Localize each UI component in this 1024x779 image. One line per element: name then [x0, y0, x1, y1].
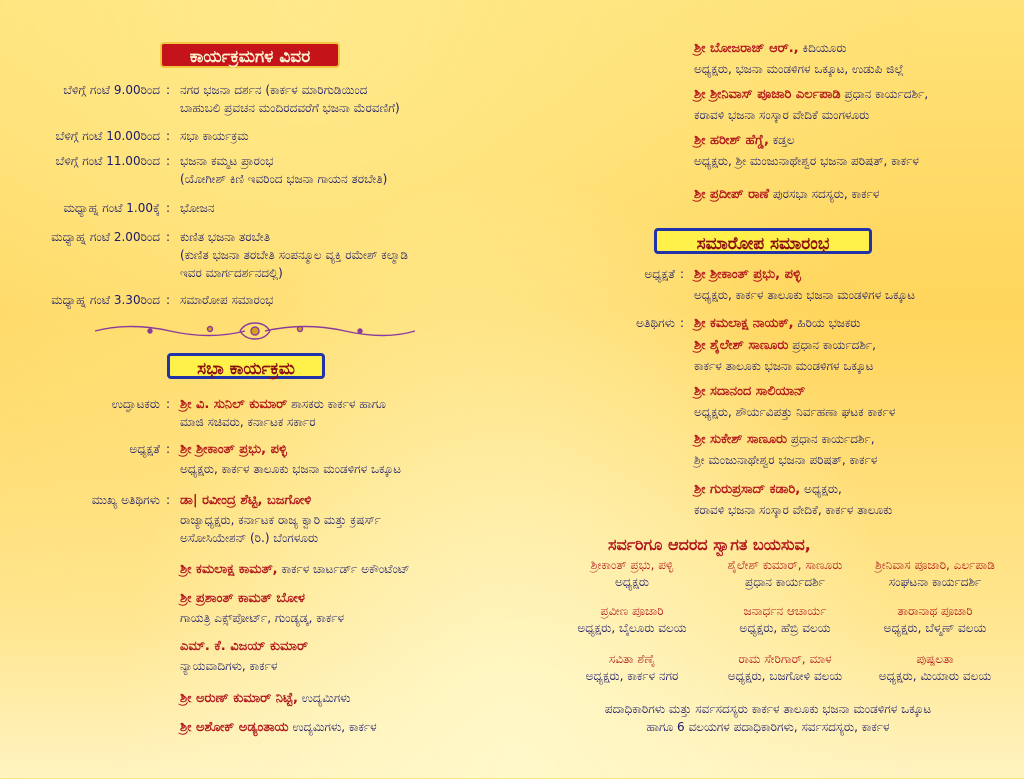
- welcome-person: [557, 603, 707, 637]
- guest-entry: [694, 40, 1024, 84]
- colon-separator: :: [166, 201, 171, 215]
- samaropa-heading: ಸಮಾರೋಪ ಸಮಾರಂಭ: [654, 228, 872, 254]
- guest-name: ಶ್ರೀ ಪ್ರದೀಪ್ ರಾಣೆ: [694, 187, 770, 202]
- guest-entry: [694, 86, 1024, 130]
- colon-separator: :: [166, 442, 171, 456]
- welcome-role: ಸಂಘಟನಾ ಕಾರ್ಯದರ್ಶಿ: [888, 575, 982, 589]
- president-label: ಅಧ್ಯಕ್ಷತೆ: [129, 442, 160, 456]
- samaropa-guests-label: ಅತಿಥಿಗಳು: [636, 316, 675, 330]
- welcome-person: [557, 557, 707, 591]
- schedule-row: [0, 229, 505, 289]
- schedule-time: ಬೆಳಿಗ್ಗೆ ಗಂಟೆ 9.00ರಿಂದ: [63, 83, 160, 97]
- guest-line: [180, 492, 311, 509]
- schedule-time: ಮಧ್ಯಾಹ್ನ ಗಂಟೆ 2.00ರಿಂದ: [51, 230, 160, 244]
- welcome-name: ಶೈಲೇಶ್ ಕುಮಾರ್, ಸಾಣೂರು: [727, 558, 843, 572]
- samaropa-president-name: ಶ್ರೀ ಶ್ರೀಕಾಂತ್ ಪ್ರಭು, ಪಳ್ಳಿ: [694, 267, 801, 282]
- guest-desc: ಉದ್ಯಮಿಗಳು, ಕಾರ್ಕಳ: [292, 720, 377, 734]
- guest-desc: ಕಾರ್ಕಳ ಚಾರ್ಟರ್ಡ್ ಅಕೌಂಟೆಂಟ್: [281, 562, 410, 576]
- schedule-time: ಬೆಳಿಗ್ಗೆ ಗಂಟೆ 11.00ರಿಂದ: [55, 154, 160, 168]
- schedule-event: ಸಮಾರೋಪ ಸಮಾರಂಭ: [180, 293, 274, 307]
- welcome-person: [710, 603, 860, 637]
- colon-separator: :: [166, 397, 171, 411]
- guest-desc: ಅಧ್ಯಕ್ಷರು, ಭಜನಾ ಮಂಡಳಿಗಳ ಒಕ್ಕೂಟ, ಉಡುಪಿ ಜಿಲ್ಲೆ: [694, 62, 904, 76]
- inaugurator-row: [0, 396, 505, 436]
- guest-desc: ಶ್ರೀ ಮಂಜುನಾಥೇಶ್ವರ ಭಜನಾ ಪರಿಷತ್, ಕಾರ್ಕಳ: [694, 453, 878, 467]
- schedule-event: ಭೋಜನ: [180, 201, 215, 215]
- guest-name: ಎಮ್. ಕೆ. ವಿಜಯ್ ಕುಮಾರ್: [180, 639, 309, 654]
- welcome-role: ಪ್ರಧಾನ ಕಾರ್ಯದರ್ಶಿ: [745, 575, 825, 589]
- guest-tail: ಅಧ್ಯಕ್ಷರು,: [804, 482, 842, 496]
- welcome-name: ಪ್ರವೀಣ ಪೂಜಾರಿ: [600, 604, 664, 618]
- welcome-role: ಅಧ್ಯಕ್ಷರು, ಬೈಲೂರು ವಲಯ: [577, 621, 687, 635]
- guest-line: [180, 638, 308, 655]
- guest-entry: [694, 481, 1024, 525]
- guest-line: [180, 719, 377, 736]
- welcome-name: ತಾರಾನಾಥ ಪೂಜಾರಿ: [897, 604, 973, 618]
- guest-tail: ಪ್ರಧಾನ ಕಾರ್ಯದರ್ಶಿ,: [792, 338, 876, 352]
- inaugurator-desc2: ಮಾಜಿ ಸಚಿವರು, ಕರ್ನಾಟಕ ಸರ್ಕಾರ: [180, 415, 316, 429]
- guest-name: ಶ್ರೀ ಸದಾನಂದ ಸಾಲಿಯಾನ್: [694, 384, 806, 399]
- guest-name: ಶ್ರೀ ಬೋಜರಾಜ್ ಆರ್.,: [694, 41, 799, 56]
- welcome-name: ರಾಮ ಸೇರಿಗಾರ್, ಮಾಳ: [738, 652, 832, 666]
- ornament-divider-icon: [90, 320, 420, 342]
- welcome-role: ಅಧ್ಯಕ್ಷರು, ಮಿಯಾರು ವಲಯ: [878, 669, 992, 683]
- welcome-name: ಶ್ರೀಕಾಂತ್ ಪ್ರಭು, ಪಳ್ಳಿ: [590, 558, 674, 572]
- welcome-title: ಸರ್ವರಿಗೂ ಆದರದ ಸ್ವಾಗತ ಬಯಸುವ,: [608, 535, 811, 554]
- guest-line: [694, 315, 860, 332]
- guest-name: ಡಾ| ರವೀಂದ್ರ ಶೆಟ್ಟಿ, ಬಜಗೋಳಿ: [180, 493, 312, 508]
- guest-tail: ಹಿರಿಯ ಭಜಕರು: [797, 316, 861, 330]
- welcome-person: [710, 557, 860, 591]
- guest-name: ಶ್ರೀ ಅರುಣ್ ಕುಮಾರ್ ನಿಟ್ಟೆ,: [180, 691, 298, 706]
- guest-name: ಶ್ರೀ ಹರೀಶ್ ಹೆಗ್ಡೆ,: [694, 133, 769, 148]
- welcome-role: ಅಧ್ಯಕ್ಷರು, ಬಜಗೋಳಿ ವಲಯ: [727, 669, 843, 683]
- guest-line: [180, 690, 351, 707]
- guest-entry: [180, 492, 500, 552]
- guest-line: [694, 40, 847, 57]
- welcome-role: ಅಧ್ಯಕ್ಷರು, ಕಾರ್ಕಳ ನಗರ: [585, 669, 679, 683]
- guest-line: [694, 383, 806, 400]
- welcome-person: [860, 557, 1010, 591]
- guest-line: [694, 186, 879, 203]
- welcome-person: [860, 651, 1010, 685]
- guest-entry: [694, 383, 1024, 427]
- president-desc: ಅಧ್ಯಕ್ಷರು, ಕಾರ್ಕಳ ತಾಲೂಕು ಭಜನಾ ಮಂಡಳಿಗಳ ಒಕ್ಕೂಟ: [180, 462, 402, 476]
- schedule-event: ಸಭಾ ಕಾರ್ಯಕ್ರಮ: [180, 129, 249, 143]
- guest-entry: [180, 719, 500, 779]
- schedule-event-detail: ಇವರ ಮಾರ್ಗದರ್ಶನದಲ್ಲಿ): [180, 266, 283, 280]
- welcome-name: ಜನಾರ್ಧನ ಆಚಾರ್ಯ: [743, 604, 827, 618]
- president-name: ಶ್ರೀ ಶ್ರೀಕಾಂತ್ ಪ್ರಭು, ಪಳ್ಳಿ: [180, 442, 287, 457]
- welcome-name: ಶ್ರೀನಿವಾಸ ಪೂಜಾರಿ, ಎರ್ಲಪಾಡಿ: [875, 558, 995, 572]
- sabha-heading: ಸಭಾ ಕಾರ್ಯಕ್ರಮ: [167, 353, 325, 379]
- schedule-time: ಮಧ್ಯಾಹ್ನ ಗಂಟೆ 1.00ಕ್ಕೆ: [63, 201, 160, 215]
- guest-entry: [694, 337, 1024, 381]
- guest-desc: ಕಾರ್ಕಳ ತಾಲೂಕು ಭಜನಾ ಮಂಡಳಿಗಳ ಒಕ್ಕೂಟ: [694, 359, 874, 373]
- guest-tail: ಕಡ್ತಲ: [772, 133, 795, 147]
- footer-line-1: ಪದಾಧಿಕಾರಿಗಳು ಮತ್ತು ಸರ್ವಸದಸ್ಯರು ಕಾರ್ಕಳ ತಾಲೂಕು ಭಜನಾ ಮಂಡಳಿಗಳ ಒಕ್ಕೂಟ: [604, 702, 932, 716]
- guest-desc: ರಾಜ್ಯಾಧ್ಯಕ್ಷರು, ಕರ್ನಾಟಕ ರಾಜ್ಯ ಕ್ವಾರಿ ಮತ್ತು ಕ್ರಷರ್ಸ್: [180, 513, 381, 527]
- welcome-role: ಅಧ್ಯಕ್ಷರು: [615, 575, 649, 589]
- guest-line: [694, 86, 928, 103]
- guest-line: [694, 132, 795, 149]
- welcome-name: ಸವಿತಾ ಶೆಣೈ: [608, 652, 656, 666]
- footer-line-2: ಹಾಗೂ 6 ವಲಯಗಳ ಪದಾಧಿಕಾರಿಗಳು, ಸರ್ವಸದಸ್ಯರು, ಕಾರ್ಕಳ: [646, 720, 890, 734]
- guest-tail: ಕಿದಿಯೂರು: [802, 41, 847, 55]
- samaropa-president-desc: ಅಧ್ಯಕ್ಷರು, ಕಾರ್ಕಳ ತಾಲೂಕು ಭಜನಾ ಮಂಡಳಿಗಳ ಒಕ್ಕೂಟ: [694, 288, 916, 302]
- guest-desc: ಅಸೋಸಿಯೇಶನ್ (ರಿ.) ಬೆಂಗಳೂರು: [180, 531, 319, 545]
- president-row: [0, 441, 505, 481]
- guest-name: ಶ್ರೀ ಕಮಲಾಕ್ಷ ಕಾಮತ್,: [180, 562, 278, 577]
- guest-name: ಶ್ರೀ ಗುರುಪ್ರಸಾದ್ ಕಡಾರಿ,: [694, 482, 801, 497]
- colon-separator: :: [680, 316, 685, 330]
- program-heading: ಕಾರ್ಯಕ್ರಮಗಳ ವಿವರ: [160, 42, 340, 68]
- schedule-time: ಬೆಳಿಗ್ಗೆ ಗಂಟೆ 10.00ರಿಂದ: [55, 129, 160, 143]
- schedule-event: ಭಜನಾ ಕಮ್ಮಟ ಪ್ರಾರಂಭ: [180, 154, 274, 168]
- guest-desc: ನ್ಯಾಯವಾದಿಗಳು, ಕಾರ್ಕಳ: [180, 659, 278, 673]
- colon-separator: :: [166, 493, 171, 507]
- colon-separator: :: [166, 129, 171, 143]
- welcome-role: ಅಧ್ಯಕ್ಷರು, ಬೆಳ್ಮಣ್ ವಲಯ: [883, 621, 987, 635]
- colon-separator: :: [166, 230, 171, 244]
- guest-desc: ಉದ್ಯಮಿಗಳು: [301, 691, 351, 705]
- guest-entry: [694, 186, 1024, 230]
- guest-line: [694, 481, 842, 498]
- schedule-event-detail: ಬಾಹುಬಲಿ ಪ್ರವಚನ ಮಂದಿರದವರೆಗೆ ಭಜನಾ ಮೆರವಣಿಗೆ): [180, 101, 400, 115]
- guest-line: [694, 337, 876, 354]
- guest-entry: [694, 132, 1024, 176]
- inaugurator-label: ಉದ್ಘಾಟಕರು: [111, 397, 160, 411]
- guest-desc: ಕರಾವಳಿ ಭಜನಾ ಸಂಸ್ಕಾರ ವೇದಿಕೆ, ಕಾರ್ಕಳ ತಾಲೂಕು: [694, 503, 893, 517]
- inaugurator-desc: ಶಾಸಕರು ಕಾರ್ಕಳ ಹಾಗೂ: [291, 397, 386, 411]
- samaropa-president-row: [512, 266, 1024, 306]
- guest-tail: ಪುರಸಭಾ ಸದಸ್ಯರು, ಕಾರ್ಕಳ: [772, 187, 880, 201]
- schedule-time: ಮಧ್ಯಾಹ್ನ ಗಂಟೆ 3.30ರಿಂದ: [51, 293, 160, 307]
- guest-desc: ಕರಾವಳಿ ಭಜನಾ ಸಂಸ್ಕಾರ ವೇದಿಕೆ ಮಂಗಳೂರು: [694, 108, 870, 122]
- guest-name: ಶ್ರೀ ಕಮಲಾಕ್ಷ ನಾಯಕ್,: [694, 316, 794, 331]
- welcome-person: [860, 603, 1010, 637]
- guest-desc: ಅಧ್ಯಕ್ಷರು, ಶೌರ್ಯವಿಪತ್ತು ನಿರ್ವಹಣಾ ಘಟಕ ಕಾರ್ಕಳ: [694, 405, 896, 419]
- guest-name: ಶ್ರೀ ಸುಕೇಶ್ ಸಾಣೂರು: [694, 432, 787, 447]
- colon-separator: :: [166, 83, 171, 97]
- guest-name: ಶ್ರೀ ಶ್ರೀನಿವಾಸ್ ಪೂಜಾರಿ ಎರ್ಲಪಾಡಿ: [694, 87, 841, 102]
- welcome-role: ಅಧ್ಯಕ್ಷರು, ಹೆಬ್ರಿ ವಲಯ: [739, 621, 831, 635]
- guest-desc: ಅಧ್ಯಕ್ಷರು, ಶ್ರೀ ಮಂಜುನಾಥೇಶ್ವರ ಭಜನಾ ಪರಿಷತ್, ಕಾರ್ಕಳ: [694, 154, 919, 168]
- schedule-event-detail: (ಯೋಗೀಶ್ ಕಿಣಿ ಇವರಿಂದ ಭಜನಾ ಗಾಯನ ತರಬೇತಿ): [180, 172, 388, 186]
- guest-line: [694, 431, 875, 448]
- samaropa-president-label: ಅಧ್ಯಕ್ಷತೆ: [644, 267, 675, 281]
- schedule-event-detail: (ಕುಣಿತ ಭಜನಾ ತರಬೇತಿ ಸಂಪನ್ಮೂಲ ವ್ಯಕ್ತಿ ರಮೇಶ್ ಕಲ್ಮಾಡಿ: [180, 248, 408, 262]
- colon-separator: :: [166, 154, 171, 168]
- guest-line: [180, 561, 410, 578]
- guest-name: ಶ್ರೀ ಶೈಲೇಶ್ ಸಾಣೂರು: [694, 338, 789, 353]
- schedule-event: ನಗರ ಭಜನಾ ದರ್ಶನ (ಕಾರ್ಕಳ ಮಾರಿಗುಡಿಯಿಂದ: [180, 83, 368, 97]
- guest-entry: [694, 431, 1024, 475]
- guest-name: ಶ್ರೀ ಪ್ರಶಾಂತ್ ಕಾಮತ್ ಬೋಳ: [180, 591, 305, 606]
- guest-line: [180, 590, 305, 607]
- guest-desc: ಗಾಯತ್ರಿ ಎಕ್ಸ್‌ಪೋರ್ಟ್, ಗುಂಡ್ಯಡ್ಕ, ಕಾರ್ಕಳ: [180, 611, 344, 625]
- guest-name: ಶ್ರೀ ಅಶೋಕ್ ಅಡ್ಯಂತಾಯ: [180, 720, 289, 735]
- welcome-person: [710, 651, 860, 685]
- guest-tail: ಪ್ರಧಾನ ಕಾರ್ಯದರ್ಶಿ,: [844, 87, 929, 101]
- colon-separator: :: [166, 293, 171, 307]
- inaugurator-name: ಶ್ರೀ ವಿ. ಸುನಿಲ್ ಕುಮಾರ್: [180, 397, 288, 412]
- welcome-name: ಪುಷ್ಪಲತಾ: [916, 652, 954, 666]
- guest-entry: [180, 638, 500, 698]
- guest-tail: ಪ್ರಧಾನ ಕಾರ್ಯದರ್ಶಿ,: [790, 432, 875, 446]
- schedule-event: ಕುಣಿತ ಭಜನಾ ತರಬೇತಿ: [180, 230, 271, 244]
- guests-label: ಮುಖ್ಯ ಅತಿಥಿಗಳು: [91, 493, 160, 507]
- colon-separator: :: [680, 267, 685, 281]
- welcome-person: [557, 651, 707, 685]
